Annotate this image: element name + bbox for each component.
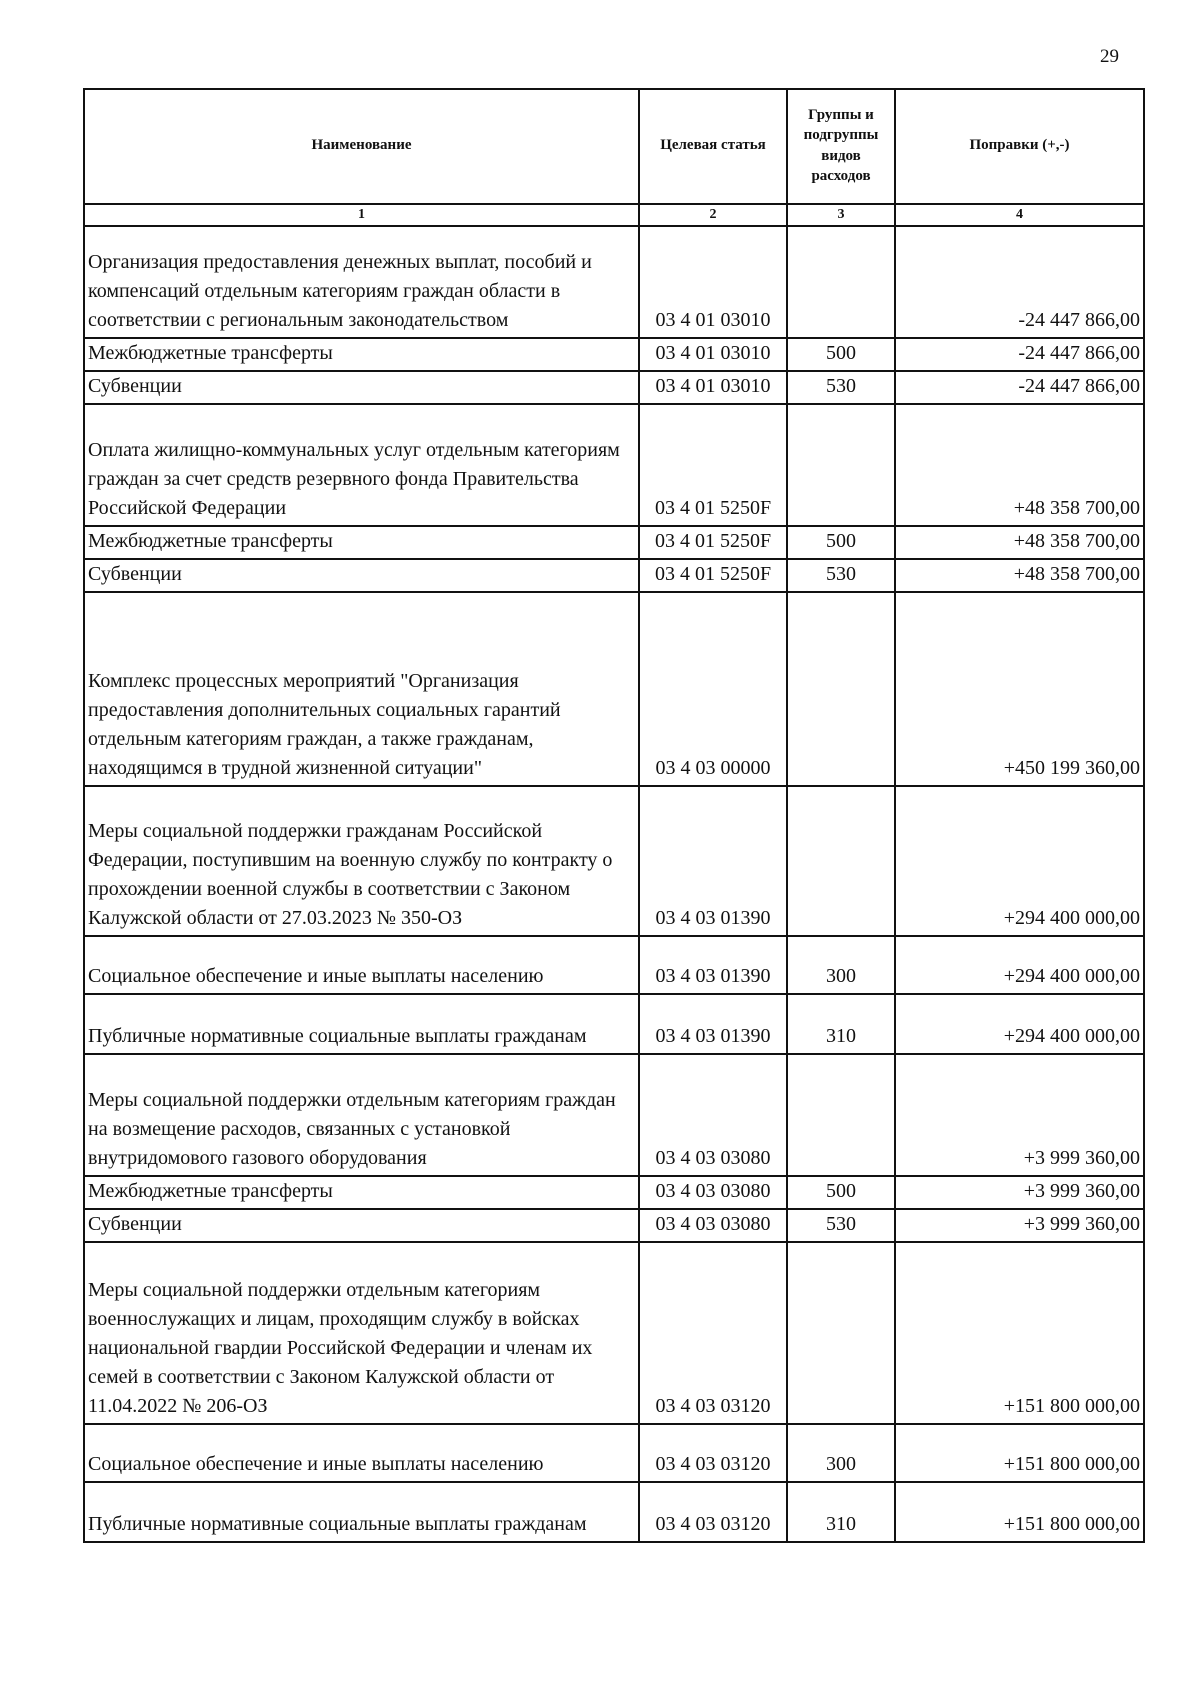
row-expense-group: 310: [787, 994, 895, 1054]
row-expense-group: 530: [787, 371, 895, 404]
row-target-article: 03 4 03 01390: [639, 936, 787, 994]
row-target-article: 03 4 01 03010: [639, 226, 787, 338]
table-row: [84, 226, 1144, 338]
table-row: [84, 404, 1144, 526]
row-expense-group: [787, 1054, 895, 1176]
table-row: [84, 1424, 1144, 1482]
row-expense-group: 530: [787, 1209, 895, 1242]
row-amendment: +3 999 360,00: [895, 1176, 1144, 1209]
row-expense-group: 300: [787, 936, 895, 994]
row-expense-group: [787, 786, 895, 936]
row-name: Субвенции: [84, 559, 639, 592]
row-target-article: 03 4 03 03120: [639, 1424, 787, 1482]
row-target-article: 03 4 03 01390: [639, 786, 787, 936]
row-name: Комплекс процессных мероприятий "Организация предоставления дополнительных социальных гарантий отдельным категориям граждан, а также гражданам, находящимся в трудной жизненной ситуации": [84, 592, 639, 786]
table-row: [84, 559, 1144, 592]
row-expense-group: 500: [787, 526, 895, 559]
budget-amendments-table: [83, 88, 1145, 1543]
table-row: [84, 526, 1144, 559]
row-amendment: +151 800 000,00: [895, 1242, 1144, 1424]
table-row: [84, 1242, 1144, 1424]
row-amendment: +294 400 000,00: [895, 936, 1144, 994]
row-amendment: +151 800 000,00: [895, 1424, 1144, 1482]
table-row: [84, 371, 1144, 404]
row-expense-group: [787, 1242, 895, 1424]
row-name: Межбюджетные трансферты: [84, 526, 639, 559]
row-expense-group: [787, 226, 895, 338]
row-amendment: -24 447 866,00: [895, 371, 1144, 404]
header-amendments: Поправки (+,-): [895, 89, 1144, 204]
row-target-article: 03 4 03 03120: [639, 1482, 787, 1542]
table-row: [84, 1176, 1144, 1209]
row-expense-group: [787, 404, 895, 526]
row-expense-group: [787, 592, 895, 786]
row-target-article: 03 4 01 03010: [639, 371, 787, 404]
header-name: Наименование: [84, 89, 639, 204]
row-amendment: +151 800 000,00: [895, 1482, 1144, 1542]
table-row: [84, 592, 1144, 786]
row-name: Субвенции: [84, 371, 639, 404]
row-name: Социальное обеспечение и иные выплаты населению: [84, 1424, 639, 1482]
row-name: Публичные нормативные социальные выплаты гражданам: [84, 1482, 639, 1542]
row-amendment: +3 999 360,00: [895, 1054, 1144, 1176]
row-name: Межбюджетные трансферты: [84, 338, 639, 371]
row-name: Организация предоставления денежных выплат, пособий и компенсаций отдельным категориям граждан области в соответствии с региональным законодательством: [84, 226, 639, 338]
table-row: [84, 786, 1144, 936]
row-name: Межбюджетные трансферты: [84, 1176, 639, 1209]
row-target-article: 03 4 03 00000: [639, 592, 787, 786]
header-expense-groups: Группы и подгруппы видов расходов: [787, 89, 895, 204]
row-target-article: 03 4 01 5250F: [639, 404, 787, 526]
column-number-row: [84, 204, 1144, 226]
table-row: [84, 338, 1144, 371]
row-name: Меры социальной поддержки отдельным категориям военнослужащих и лицам, проходящим службу в войсках национальной гвардии Российской Федерации и членам их семей в соответствии с Законом Калужской области от 11.04.2022 № 206-ОЗ: [84, 1242, 639, 1424]
row-target-article: 03 4 03 03080: [639, 1054, 787, 1176]
row-amendment: +48 358 700,00: [895, 404, 1144, 526]
row-name: Меры социальной поддержки гражданам Российской Федерации, поступившим на военную службу по контракту о прохождении военной службы в соответствии с Законом Калужской области от 27.03.2023 № 350-ОЗ: [84, 786, 639, 936]
row-target-article: 03 4 01 5250F: [639, 559, 787, 592]
table-row: [84, 1209, 1144, 1242]
row-target-article: 03 4 03 03080: [639, 1209, 787, 1242]
column-number: 4: [895, 204, 1144, 226]
row-amendment: +294 400 000,00: [895, 994, 1144, 1054]
row-amendment: +48 358 700,00: [895, 559, 1144, 592]
row-name: Оплата жилищно-коммунальных услуг отдельным категориям граждан за счет средств резервного фонда Правительства Российской Федерации: [84, 404, 639, 526]
row-target-article: 03 4 03 01390: [639, 994, 787, 1054]
row-expense-group: 300: [787, 1424, 895, 1482]
row-expense-group: 500: [787, 1176, 895, 1209]
row-target-article: 03 4 03 03120: [639, 1242, 787, 1424]
table-row: [84, 936, 1144, 994]
row-name: Социальное обеспечение и иные выплаты населению: [84, 936, 639, 994]
row-amendment: -24 447 866,00: [895, 226, 1144, 338]
table-row: [84, 1482, 1144, 1542]
row-amendment: +450 199 360,00: [895, 592, 1144, 786]
row-amendment: +48 358 700,00: [895, 526, 1144, 559]
row-name: Субвенции: [84, 1209, 639, 1242]
row-name: Публичные нормативные социальные выплаты гражданам: [84, 994, 639, 1054]
row-amendment: +294 400 000,00: [895, 786, 1144, 936]
row-target-article: 03 4 01 5250F: [639, 526, 787, 559]
table-row: [84, 1054, 1144, 1176]
row-expense-group: 500: [787, 338, 895, 371]
header-row: [84, 89, 1144, 204]
column-number: 2: [639, 204, 787, 226]
column-number: 1: [84, 204, 639, 226]
row-name: Меры социальной поддержки отдельным категориям граждан на возмещение расходов, связанных с установкой внутридомового газового оборудования: [84, 1054, 639, 1176]
table-row: [84, 994, 1144, 1054]
row-amendment: +3 999 360,00: [895, 1209, 1144, 1242]
row-target-article: 03 4 03 03080: [639, 1176, 787, 1209]
header-target-article: Целевая статья: [639, 89, 787, 204]
row-amendment: -24 447 866,00: [895, 338, 1144, 371]
column-number: 3: [787, 204, 895, 226]
row-expense-group: 310: [787, 1482, 895, 1542]
page-number: 29: [1100, 46, 1119, 67]
row-target-article: 03 4 01 03010: [639, 338, 787, 371]
row-expense-group: 530: [787, 559, 895, 592]
